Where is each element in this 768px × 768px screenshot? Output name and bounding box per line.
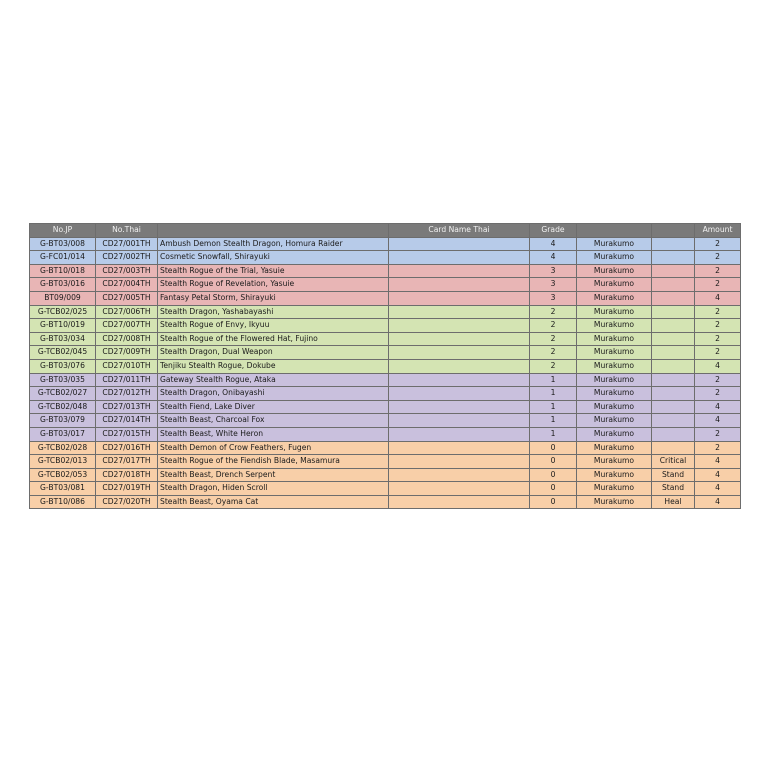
table-row (30, 251, 741, 265)
cell-clan: Murakumo (577, 346, 652, 360)
cell-amount: 4 (695, 400, 741, 414)
table-row (30, 468, 741, 482)
cell-card-name: Stealth Dragon, Dual Weapon (158, 346, 389, 360)
cell-card-name-thai (389, 332, 530, 346)
table-row (30, 346, 741, 360)
cell-no-thai: CD27/017TH (96, 455, 158, 469)
cell-card-name: Stealth Rogue of the Trial, Yasuie (158, 264, 389, 278)
cell-trigger (652, 373, 695, 387)
cell-grade: 0 (530, 495, 577, 509)
header-amount: Amount (695, 224, 741, 238)
cell-card-name: Gateway Stealth Rogue, Ataka (158, 373, 389, 387)
cell-no-thai: CD27/014TH (96, 414, 158, 428)
cell-card-name: Stealth Fiend, Lake Diver (158, 400, 389, 414)
cell-card-name: Stealth Rogue of Envy, Ikyuu (158, 319, 389, 333)
cell-amount: 2 (695, 319, 741, 333)
cell-amount: 2 (695, 441, 741, 455)
cell-no-jp: G-BT10/018 (30, 264, 96, 278)
cell-card-name: Stealth Beast, White Heron (158, 427, 389, 441)
cell-clan: Murakumo (577, 495, 652, 509)
cell-card-name-thai (389, 237, 530, 251)
cell-no-thai: CD27/012TH (96, 387, 158, 401)
table-row (30, 305, 741, 319)
cell-amount: 4 (695, 495, 741, 509)
cell-grade: 1 (530, 387, 577, 401)
cell-clan: Murakumo (577, 400, 652, 414)
cell-amount: 2 (695, 332, 741, 346)
cell-card-name-thai (389, 264, 530, 278)
table-row (30, 359, 741, 373)
cell-card-name-thai (389, 414, 530, 428)
cell-card-name: Stealth Beast, Oyama Cat (158, 495, 389, 509)
header-no-thai: No.Thai (96, 224, 158, 238)
cell-card-name-thai (389, 359, 530, 373)
cell-clan: Murakumo (577, 278, 652, 292)
cell-trigger: Stand (652, 482, 695, 496)
cell-trigger (652, 346, 695, 360)
table-row (30, 495, 741, 509)
cell-amount: 2 (695, 278, 741, 292)
cell-card-name: Stealth Dragon, Hiden Scroll (158, 482, 389, 496)
cell-card-name-thai (389, 291, 530, 305)
cell-card-name-thai (389, 400, 530, 414)
cell-card-name-thai (389, 441, 530, 455)
table-row (30, 482, 741, 496)
cell-clan: Murakumo (577, 332, 652, 346)
table-row (30, 400, 741, 414)
cell-no-jp: G-BT03/034 (30, 332, 96, 346)
cell-grade: 0 (530, 482, 577, 496)
cell-clan: Murakumo (577, 468, 652, 482)
cell-grade: 3 (530, 264, 577, 278)
cell-no-thai: CD27/001TH (96, 237, 158, 251)
cell-grade: 3 (530, 278, 577, 292)
cell-clan: Murakumo (577, 482, 652, 496)
cell-no-jp: G-BT10/019 (30, 319, 96, 333)
cell-clan: Murakumo (577, 441, 652, 455)
cell-trigger (652, 359, 695, 373)
table-row (30, 441, 741, 455)
cell-no-jp: G-TCB02/028 (30, 441, 96, 455)
cell-card-name-thai (389, 495, 530, 509)
cell-card-name: Stealth Dragon, Onibayashi (158, 387, 389, 401)
cell-grade: 2 (530, 359, 577, 373)
cell-amount: 4 (695, 291, 741, 305)
cell-trigger (652, 305, 695, 319)
cell-no-jp: G-BT03/081 (30, 482, 96, 496)
cell-card-name-thai (389, 346, 530, 360)
cell-card-name-thai (389, 319, 530, 333)
cell-trigger (652, 278, 695, 292)
cell-no-thai: CD27/004TH (96, 278, 158, 292)
cell-clan: Murakumo (577, 427, 652, 441)
cell-card-name: Stealth Beast, Charcoal Fox (158, 414, 389, 428)
cell-card-name-thai (389, 251, 530, 265)
cell-grade: 4 (530, 237, 577, 251)
cell-grade: 2 (530, 319, 577, 333)
header-row (30, 224, 741, 238)
cell-card-name: Cosmetic Snowfall, Shirayuki (158, 251, 389, 265)
cell-grade: 0 (530, 441, 577, 455)
cell-amount: 4 (695, 414, 741, 428)
cell-grade: 1 (530, 400, 577, 414)
table-row (30, 373, 741, 387)
cell-amount: 2 (695, 346, 741, 360)
cell-no-jp: G-BT03/017 (30, 427, 96, 441)
cell-grade: 2 (530, 305, 577, 319)
cell-card-name: Stealth Dragon, Yashabayashi (158, 305, 389, 319)
cell-no-jp: G-FC01/014 (30, 251, 96, 265)
cell-card-name-thai (389, 482, 530, 496)
cell-trigger: Stand (652, 468, 695, 482)
card-rows (30, 237, 741, 509)
cell-card-name: Stealth Beast, Drench Serpent (158, 468, 389, 482)
cell-amount: 2 (695, 251, 741, 265)
cell-no-thai: CD27/008TH (96, 332, 158, 346)
cell-amount: 2 (695, 373, 741, 387)
cell-no-thai: CD27/006TH (96, 305, 158, 319)
cell-clan: Murakumo (577, 319, 652, 333)
cell-clan: Murakumo (577, 305, 652, 319)
cell-no-jp: G-TCB02/013 (30, 455, 96, 469)
header-grade: Grade (530, 224, 577, 238)
cell-clan: Murakumo (577, 237, 652, 251)
cell-no-thai: CD27/003TH (96, 264, 158, 278)
cell-clan: Murakumo (577, 387, 652, 401)
cell-no-thai: CD27/018TH (96, 468, 158, 482)
table-row (30, 278, 741, 292)
cell-no-thai: CD27/005TH (96, 291, 158, 305)
cell-card-name-thai (389, 278, 530, 292)
cell-no-thai: CD27/010TH (96, 359, 158, 373)
cell-no-jp: G-BT03/079 (30, 414, 96, 428)
cell-grade: 1 (530, 373, 577, 387)
cell-clan: Murakumo (577, 414, 652, 428)
cell-card-name: Stealth Demon of Crow Feathers, Fugen (158, 441, 389, 455)
cell-trigger (652, 441, 695, 455)
cell-no-thai: CD27/019TH (96, 482, 158, 496)
cell-card-name-thai (389, 468, 530, 482)
cell-grade: 1 (530, 414, 577, 428)
cell-no-thai: CD27/020TH (96, 495, 158, 509)
cell-amount: 2 (695, 305, 741, 319)
cell-grade: 0 (530, 455, 577, 469)
cell-no-thai: CD27/007TH (96, 319, 158, 333)
cell-card-name: Stealth Rogue of the Flowered Hat, Fujino (158, 332, 389, 346)
table-row (30, 264, 741, 278)
cell-no-jp: G-TCB02/027 (30, 387, 96, 401)
cell-grade: 4 (530, 251, 577, 265)
cell-clan: Murakumo (577, 455, 652, 469)
cell-no-jp: G-TCB02/025 (30, 305, 96, 319)
cell-card-name-thai (389, 455, 530, 469)
cell-amount: 2 (695, 427, 741, 441)
cell-clan: Murakumo (577, 291, 652, 305)
cell-clan: Murakumo (577, 359, 652, 373)
cell-grade: 3 (530, 291, 577, 305)
table-row (30, 387, 741, 401)
cell-amount: 2 (695, 237, 741, 251)
cell-amount: 4 (695, 455, 741, 469)
cell-card-name-thai (389, 427, 530, 441)
cell-amount: 4 (695, 468, 741, 482)
cell-card-name: Stealth Rogue of the Fiendish Blade, Masamura (158, 455, 389, 469)
cell-card-name: Fantasy Petal Storm, Shirayuki (158, 291, 389, 305)
cell-amount: 2 (695, 264, 741, 278)
cell-card-name-thai (389, 373, 530, 387)
cell-trigger: Heal (652, 495, 695, 509)
cell-no-thai: CD27/015TH (96, 427, 158, 441)
card-list-table (29, 223, 741, 509)
table-row (30, 319, 741, 333)
cell-no-jp: G-BT03/016 (30, 278, 96, 292)
cell-no-thai: CD27/011TH (96, 373, 158, 387)
cell-trigger (652, 332, 695, 346)
table-row (30, 332, 741, 346)
cell-no-thai: CD27/002TH (96, 251, 158, 265)
cell-no-jp: G-BT10/086 (30, 495, 96, 509)
cell-trigger (652, 387, 695, 401)
cell-no-jp: G-BT03/076 (30, 359, 96, 373)
cell-grade: 2 (530, 346, 577, 360)
cell-amount: 2 (695, 387, 741, 401)
cell-no-jp: BT09/009 (30, 291, 96, 305)
cell-no-jp: G-TCB02/053 (30, 468, 96, 482)
table-row (30, 291, 741, 305)
cell-card-name-thai (389, 387, 530, 401)
table-row (30, 237, 741, 251)
header-blank-trigger (652, 224, 695, 238)
cell-no-jp: G-BT03/035 (30, 373, 96, 387)
cell-no-jp: G-BT03/008 (30, 237, 96, 251)
cell-grade: 2 (530, 332, 577, 346)
cell-trigger (652, 291, 695, 305)
cell-card-name: Stealth Rogue of Revelation, Yasuie (158, 278, 389, 292)
cell-card-name: Ambush Demon Stealth Dragon, Homura Raider (158, 237, 389, 251)
cell-grade: 1 (530, 427, 577, 441)
table-row (30, 455, 741, 469)
cell-no-thai: CD27/009TH (96, 346, 158, 360)
cell-no-thai: CD27/013TH (96, 400, 158, 414)
header-blank-clan (577, 224, 652, 238)
cell-trigger (652, 427, 695, 441)
cell-clan: Murakumo (577, 251, 652, 265)
header-no-jp: No.JP (30, 224, 96, 238)
cell-no-jp: G-TCB02/045 (30, 346, 96, 360)
cell-amount: 4 (695, 482, 741, 496)
header-blank-name (158, 224, 389, 238)
cell-clan: Murakumo (577, 264, 652, 278)
cell-trigger (652, 237, 695, 251)
cell-trigger (652, 400, 695, 414)
cell-card-name-thai (389, 305, 530, 319)
header-card-name-thai: Card Name Thai (389, 224, 530, 238)
cell-trigger (652, 414, 695, 428)
table-row (30, 414, 741, 428)
cell-no-thai: CD27/016TH (96, 441, 158, 455)
cell-trigger (652, 251, 695, 265)
cell-trigger (652, 319, 695, 333)
cell-amount: 4 (695, 359, 741, 373)
cell-trigger (652, 264, 695, 278)
cell-clan: Murakumo (577, 373, 652, 387)
cell-grade: 0 (530, 468, 577, 482)
table-row (30, 427, 741, 441)
cell-no-jp: G-TCB02/048 (30, 400, 96, 414)
cell-trigger: Critical (652, 455, 695, 469)
cell-card-name: Tenjiku Stealth Rogue, Dokube (158, 359, 389, 373)
